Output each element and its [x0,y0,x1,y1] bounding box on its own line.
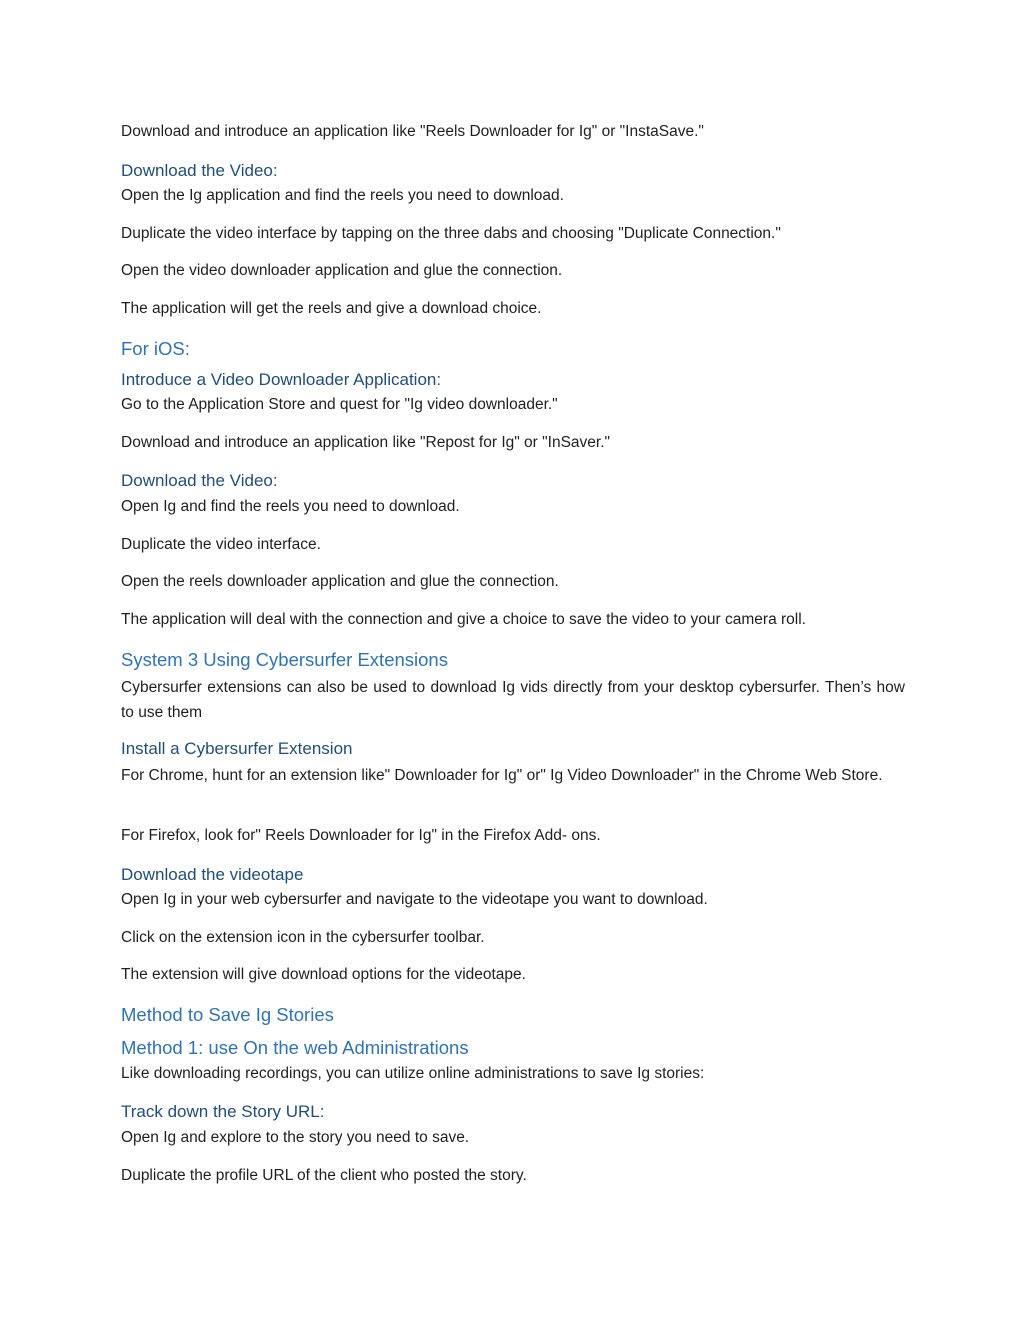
paragraph: Go to the Application Store and quest for "Ig video downloader." [121,396,558,413]
paragraph: Cybersurfer extensions can also be used to download Ig vids directly from your desktop cybersurfer. Then’s how to use them [121,679,905,721]
paragraph: Download and introduce an application like "Reels Downloader for Ig" or "InstaSave." [121,123,704,140]
paragraph: Open the reels downloader application and glue the connection. [121,573,559,590]
paragraph: The extension will give download options for the videotape. [121,966,526,983]
heading-download-video: Download the Video: [121,161,278,180]
heading-download-videotape: Download the videotape [121,865,304,884]
heading-system-3: System 3 Using Cybersurfer Extensions [121,649,448,670]
paragraph: For Firefox, look for" Reels Downloader for Ig" in the Firefox Add- ons. [121,827,601,844]
paragraph: The application will get the reels and give a download choice. [121,300,542,317]
paragraph: Duplicate the profile URL of the client who posted the story. [121,1167,527,1184]
paragraph: Open the video downloader application and glue the connection. [121,262,563,279]
paragraph: Open the Ig application and find the reels you need to download. [121,187,564,204]
heading-install-extension: Install a Cybersurfer Extension [121,739,353,758]
paragraph: Download and introduce an application like "Repost for Ig" or "InSaver." [121,434,611,451]
heading-track-story-url: Track down the Story URL: [121,1102,325,1121]
paragraph: The application will deal with the connection and give a choice to save the video to your camera roll. [121,611,806,628]
paragraph: For Chrome, hunt for an extension like" Downloader for Ig" or" Ig Video Downloader" in the Chrome Web Store. [121,767,883,784]
paragraph: Duplicate the video interface by tapping on the three dabs and choosing "Duplicate Connection." [121,225,781,242]
paragraph: Open Ig in your web cybersurfer and navigate to the videotape you want to download. [121,891,708,908]
paragraph: Like downloading recordings, you can utilize online administrations to save Ig stories: [121,1065,705,1082]
heading-method-1: Method 1: use On the web Administrations [121,1037,469,1058]
paragraph: Open Ig and find the reels you need to download. [121,498,460,515]
paragraph: Open Ig and explore to the story you need to save. [121,1129,470,1146]
heading-download-video: Download the Video: [121,471,278,490]
heading-introduce-app: Introduce a Video Downloader Application: [121,370,442,389]
heading-method-save-stories: Method to Save Ig Stories [121,1004,334,1025]
paragraph: Click on the extension icon in the cybersurfer toolbar. [121,929,485,946]
paragraph: Duplicate the video interface. [121,536,321,553]
heading-for-ios: For iOS: [121,338,190,359]
